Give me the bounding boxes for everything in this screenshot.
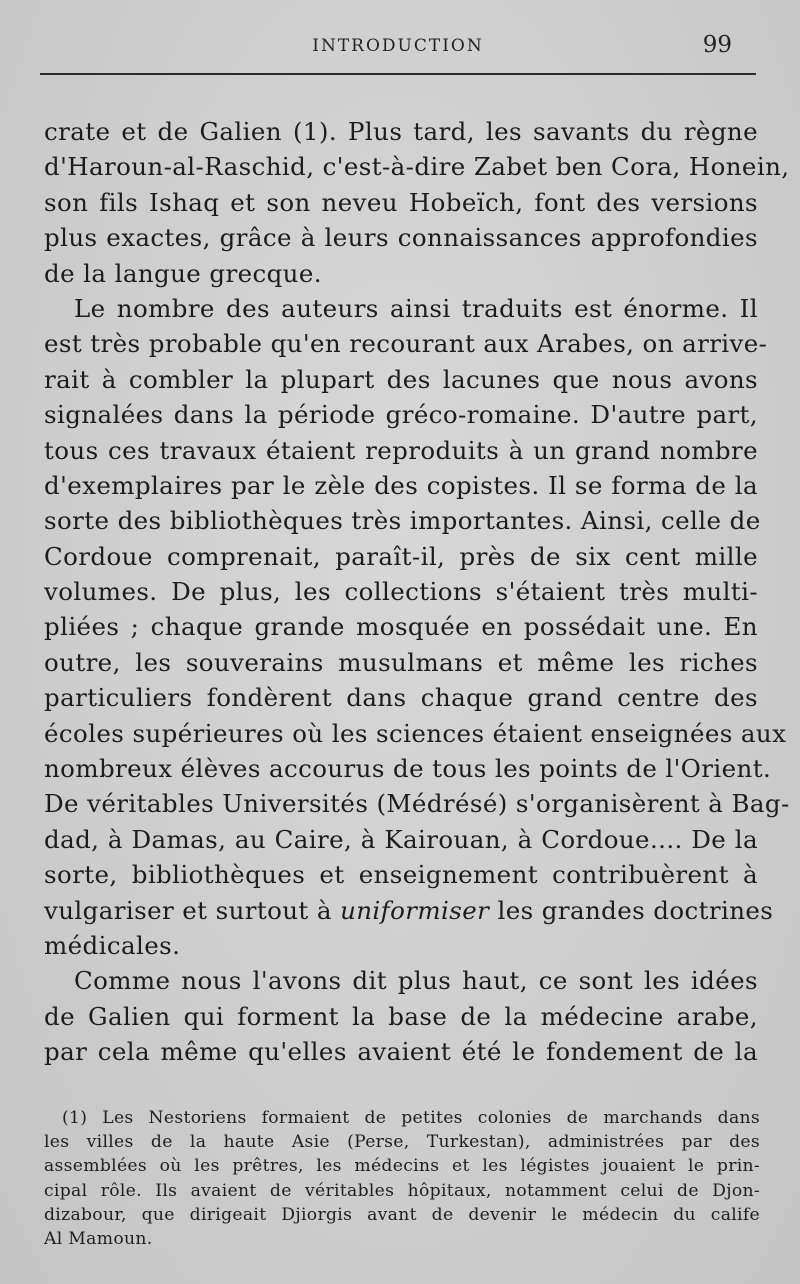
text-line: de Galien qui forment la base de la médecine arabe, (44, 1001, 758, 1031)
footnote (44, 1106, 760, 1251)
page-number: 99 (702, 32, 732, 58)
text-segment: vulgariser et surtout à (44, 895, 341, 925)
body-text (44, 114, 790, 1070)
footnote-line: Al Mamoun. (44, 1228, 153, 1249)
text-line: crate et de Galien (1). Plus tard, les savants du règne (44, 117, 758, 146)
text-line: sorte des bibliothèques très importantes. Ainsi, celle de (44, 506, 761, 536)
text-line: plus exactes, grâce à leurs connaissances approfondies (44, 223, 758, 253)
header-rule (40, 73, 756, 75)
text-line: d'exemplaires par le zèle des copistes. Il se forma de la (44, 470, 758, 500)
footnote-line: les villes de la haute Asie (Perse, Turkestan), administrées par des (44, 1132, 760, 1153)
footnote-line: (1) Les Nestoriens formaient de petites colonies de marchands dans (62, 1108, 760, 1128)
text-line: par cela même qu'elles avaient été le fondement de la (44, 1037, 758, 1067)
text-line: volumes. De plus, les collections s'étaient très multi- (44, 577, 758, 607)
italic-word: uniformiser (340, 895, 490, 925)
text-line: est très probable qu'en recourant aux Arabes, on arrive- (44, 329, 768, 359)
text-line: Comme nous l'avons dit plus haut, ce sont les idées (74, 966, 758, 996)
running-title: INTRODUCTION (312, 36, 484, 56)
text-line: son fils Ishaq et son neveu Hobeïch, font des versions (44, 187, 758, 217)
text-line: particuliers fondèrent dans chaque grand centre des (44, 683, 758, 713)
text-line: Cordoue comprenait, paraît-il, près de six cent mille (44, 541, 758, 571)
text-segment: les grandes doctrines (489, 895, 774, 925)
text-line: sorte, bibliothèques et enseignement contribuèrent à (44, 860, 758, 890)
footnote-line: dizabour, que dirigeait Djiorgis avant de devenir le médecin du calife (44, 1204, 760, 1225)
text-line-with-italic (44, 893, 774, 928)
text-line: dad, à Damas, au Caire, à Kairouan, à Cordoue.... De la (44, 824, 758, 854)
text-line: médicales. (44, 930, 181, 960)
page-header (40, 28, 756, 68)
text-line: de la langue grecque. (44, 258, 322, 288)
text-line: signalées dans la période gréco-romaine. D'autre part, (44, 400, 758, 430)
text-line: Le nombre des auteurs ainsi traduits est énorme. Il (74, 293, 758, 323)
text-line: rait à combler la plupart des lacunes que nous avons (44, 364, 758, 394)
text-line: pliées ; chaque grande mosquée en possédait une. En (44, 612, 758, 642)
text-line: outre, les souverains musulmans et même les riches (44, 647, 758, 677)
text-line: écoles supérieures où les sciences étaient enseignées aux (44, 718, 787, 748)
footnote-line: cipal rôle. Ils avaient de véritables hôpitaux, notamment celui de Djon- (44, 1180, 760, 1201)
text-line: tous ces travaux étaient reproduits à un grand nombre (44, 435, 758, 465)
footnote-line: assemblées où les prêtres, les médecins et les légistes jouaient le prin- (44, 1156, 760, 1177)
text-line: nombreux élèves accourus de tous les points de l'Orient. (44, 754, 772, 784)
text-line: De véritables Universités (Médrésé) s'organisèrent à Bag- (44, 789, 790, 819)
text-line: d'Haroun-al-Raschid, c'est-à-dire Zabet ben Cora, Honein, (44, 152, 790, 182)
